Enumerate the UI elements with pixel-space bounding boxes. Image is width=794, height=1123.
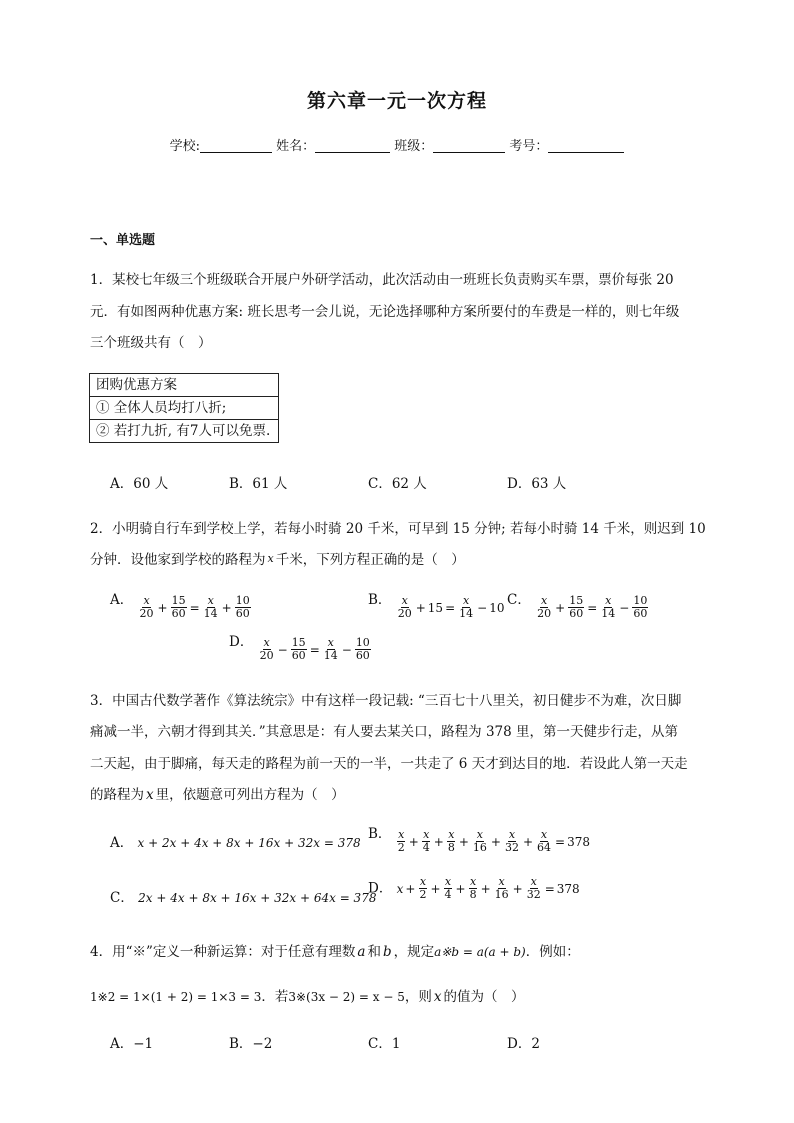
- box-title: 团购优惠方案: [96, 377, 177, 393]
- q3-option-a-equation: x + 2x + 4x + 8x + 16x + 32x = 378: [137, 836, 361, 850]
- q2-option-a-label: A．: [110, 592, 134, 608]
- school-label: 学校:: [169, 139, 200, 154]
- number-label: 考号：: [509, 139, 549, 154]
- q4-var-x: x: [433, 989, 442, 1005]
- q3-line-4: [90, 783, 345, 803]
- q2-option-d-label: D．: [229, 634, 254, 650]
- q2-option-c-equation: $\frac{x}{20}$ + $\frac{15}{60}$ = $\frac{x}{14}$ − $\frac{10}{60}$: [537, 594, 648, 620]
- q1-line-2: 元．有如图两种优惠方案: 班长思考一会儿说，无论选择哪种方案所要付的车费是一样的，则七年级: [90, 304, 680, 320]
- q4-example: 1※2 = 1×(1 + 2) = 1×3 = 3: [90, 990, 262, 1004]
- q4-line-2: [90, 985, 525, 1005]
- q2-option-b[interactable]: [368, 588, 504, 620]
- q3-line-3: 二天起，由于脚痛，每天走的路程为前一天的一半，一共走了 6 天才到达目的地．若设此人第一天走: [90, 756, 688, 772]
- q3-option-b-label: B．: [368, 826, 392, 842]
- q2-variable: x: [267, 552, 274, 565]
- q2-option-b-equation: $\frac{x}{20}$ + 15 = $\frac{x}{14}$ − 10: [397, 594, 505, 620]
- q3-option-c-equation: 2x + 4x + 8x + 16x + 32x + 64x = 378: [138, 891, 377, 905]
- q3-line-4-start: 的路程为: [90, 787, 144, 803]
- q2-option-a[interactable]: [110, 588, 252, 620]
- school-blank[interactable]: [200, 138, 272, 153]
- q4-question-end: 的值为（ ）: [443, 989, 525, 1005]
- q3-option-b-equation: $\frac{x}{2}$ + $\frac{x}{4}$ + $\frac{x}{8}$ + $\frac{x}{16}$ + $\frac{x}{32}$ + $\frac{x}{64}$ = 378: [397, 828, 590, 854]
- q4-option-c[interactable]: C．1: [368, 1036, 401, 1052]
- class-label: 班级：: [394, 139, 434, 154]
- q3-option-d[interactable]: [368, 876, 580, 901]
- q2-option-a-equation: $\frac{x}{20}$ + $\frac{15}{60}$ = $\frac{x}{14}$ + $\frac{10}{60}$: [139, 594, 250, 620]
- q3-option-b[interactable]: [368, 822, 590, 854]
- q3-option-d-label: D．: [368, 880, 393, 897]
- box-plan-2: ② 若打九折, 有7人可以免票.: [90, 419, 278, 442]
- q4-and: 和: [367, 944, 381, 960]
- q1-option-b[interactable]: B．61 人: [229, 476, 288, 492]
- class-blank[interactable]: [433, 138, 505, 153]
- q1-option-d[interactable]: D．63 人: [507, 476, 567, 492]
- q4-var-b: b: [382, 944, 392, 960]
- q1-line-1: 1．某校七年级三个班级联合开展户外研学活动，此次活动由一班班长负责购买车票，票价每张 20: [90, 272, 674, 288]
- q3-option-c[interactable]: [110, 886, 376, 906]
- q3-line-4-end: 里，依题意可列出方程为（ ）: [155, 787, 345, 803]
- q1-option-c[interactable]: C．62 人: [368, 476, 427, 492]
- q4-var-a: a: [357, 944, 366, 960]
- q3-line-2: 痛减一半，六朝才得到其关．”其意思是：有人要去某关口，路程为 378 里，第一天健步行走，从第: [90, 724, 679, 740]
- q1-line-3: 三个班级共有（ ）: [90, 335, 212, 351]
- q2-option-c[interactable]: [507, 588, 649, 620]
- q1-option-a[interactable]: A．60 人: [110, 476, 169, 492]
- q2-line-2-start: 分钟．设他家到学校的路程为: [90, 552, 266, 568]
- q2-line-2-end: 千米，下列方程正确的是（ ）: [275, 552, 465, 568]
- name-blank[interactable]: [315, 138, 390, 153]
- q3-option-a[interactable]: [110, 831, 361, 851]
- q2-option-d[interactable]: [229, 630, 372, 662]
- q4-rule-prefix: ，规定: [393, 944, 435, 960]
- q3-option-d-equation: x + $\frac{x}{2}$ + $\frac{x}{4}$ + $\frac{x}{8}$ + $\frac{x}{16}$ + $\frac{x}{32}$ = 378: [396, 875, 580, 901]
- q4-option-d[interactable]: D．2: [507, 1036, 540, 1052]
- q4-line-1: [90, 940, 580, 960]
- q4-then: ，则: [404, 989, 432, 1005]
- page-title: 第六章一元一次方程: [306, 90, 487, 112]
- q3-line-1: 3．中国古代数学著作《算法统宗》中有这样一段记载: “三百七十八里关，初日健步不为难，次日脚: [90, 693, 682, 709]
- q4-example-prefix: ．例如：: [525, 944, 580, 960]
- name-label: 姓名：: [276, 139, 316, 154]
- student-info-line: [0, 135, 794, 154]
- q4-line-1-start: 4．用“※”定义一种新运算：对于任意有理数: [90, 944, 356, 960]
- discount-plan-box: [89, 373, 279, 443]
- q4-rule: a※b = a(a + b): [434, 945, 526, 959]
- q4-option-b[interactable]: B．−2: [229, 1036, 273, 1052]
- q4-condition: 3※(3x − 2) = x − 5: [288, 990, 405, 1004]
- q4-cond-prefix: ．若: [261, 989, 289, 1005]
- q2-line-2: [90, 548, 465, 568]
- q3-option-a-label: A．: [110, 835, 134, 851]
- q4-option-a[interactable]: A．−1: [110, 1036, 154, 1052]
- q3-option-c-label: C．: [110, 890, 134, 906]
- q2-option-d-equation: $\frac{x}{20}$ − $\frac{15}{60}$ = $\frac{x}{14}$ − $\frac{10}{60}$: [259, 636, 370, 662]
- q3-variable: x: [146, 787, 154, 803]
- box-plan-1: ① 全体人员均打八折;: [90, 396, 278, 419]
- q2-option-c-label: C．: [507, 592, 531, 608]
- section-heading: 一、单选题: [90, 233, 156, 248]
- number-blank[interactable]: [548, 138, 624, 153]
- q2-line-1: 2．小明骑自行车到学校上学，若每小时骑 20 千米，可早到 15 分钟; 若每小时骑 14 千米，则迟到 10: [90, 521, 706, 537]
- q2-option-b-label: B．: [368, 592, 392, 608]
